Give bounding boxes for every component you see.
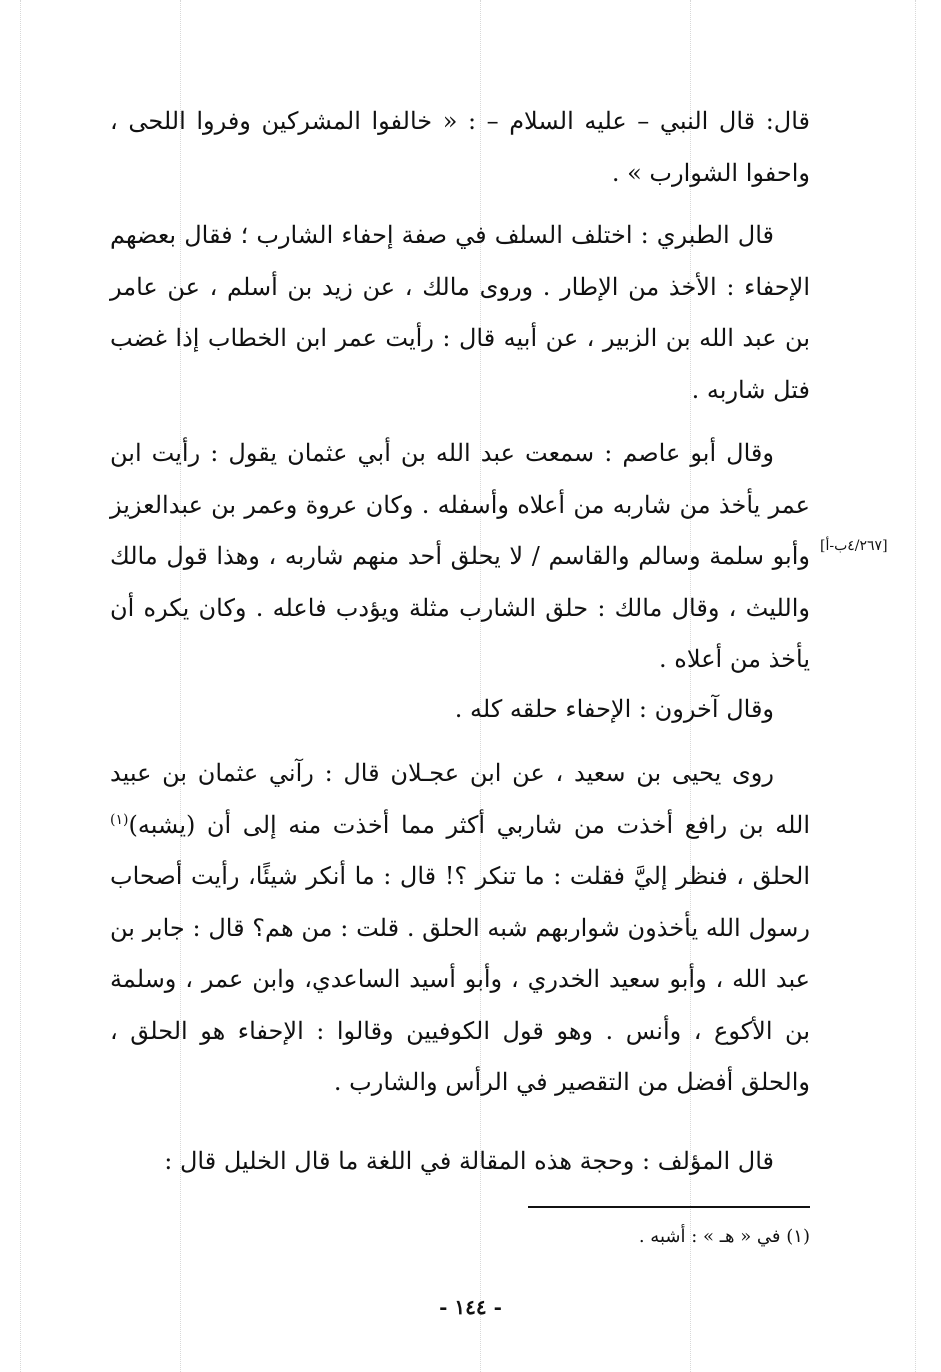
footnote-divider xyxy=(528,1206,810,1208)
paragraph-yahya xyxy=(110,748,810,1109)
paragraph-author: قال المؤلف : وحجة هذه المقالة في اللغة ما قال الخليل قال : xyxy=(164,1147,774,1175)
footnote-reference: (١) xyxy=(110,811,129,828)
footnote: (١) في « هـ » : أشبه . xyxy=(638,1226,810,1247)
paragraph-tabari: قال الطبري : اختلف السلف في صفة إحفاء الشارب ؛ فقال بعضهم الإحفاء : الأخذ من الإطار . وروى مالك ، عن زيد بن أسلم ، عن عامر بن عبد الله بن الزبير ، عن أبيه قال : رأيت عمر ابن الخطاب إذا غضب فتل شاربه . xyxy=(110,221,810,404)
paragraph-yahya-part2: الحلق ، فنظر إليَّ فقلت : ما تنكر ؟! قال : ما أنكر شيئًا، رأيت أصحاب رسول الله يأخذون شواربهم شبه الحلق . قلت : من هم؟ قال : جابر بن عبد الله ، وأبو سعيد الخدري ، وأبو أسيد الساعدي، وابن عمر ، وسلمة بن الأكوع ، وأنس . وهو قول الكوفيين وقالوا : الإحفاء هو الحلق ، والحلق أفضل من التقصير في الرأس والشارب . xyxy=(110,862,810,1096)
page-number: - ١٤٤ - xyxy=(439,1295,502,1319)
manuscript-folio-note: [٤/٢٦٧ب-أ] xyxy=(820,538,888,554)
paragraph-yahya-part1: روى يحيى بن سعيد ، عن ابن عجـلان قال : رآني عثمان بن عبيد الله بن رافع أخذت من شاربي أكثر مما أخذت منه إلى أن (يشبه) xyxy=(110,759,810,839)
scan-guide-line xyxy=(915,0,916,1372)
paragraph-others: وقال آخرون : الإحفاء حلقه كله . xyxy=(454,695,774,723)
scan-guide-line xyxy=(20,0,21,1372)
paragraph-abu-asim: وقال أبو عاصم : سمعت عبد الله بن أبي عثمان يقول : رأيت ابن عمر يأخذ من شاربه من أعلاه وأسفله . وكان عروة وعمر بن عبدالعزيز وأبو سلمة وسالم والقاسم / لا يحلق أحد منهم شاربه ، وهذا قول مالك والليث ، وقال مالك : حلق الشارب مثلة ويؤدب فاعله . وكان يكره أن يأخذ من أعلاه . xyxy=(110,439,810,673)
paragraph-hadith: قال: قال النبي – عليه السلام – : « خالفوا المشركين وفروا اللحى ، واحفوا الشوارب » . xyxy=(110,107,810,187)
